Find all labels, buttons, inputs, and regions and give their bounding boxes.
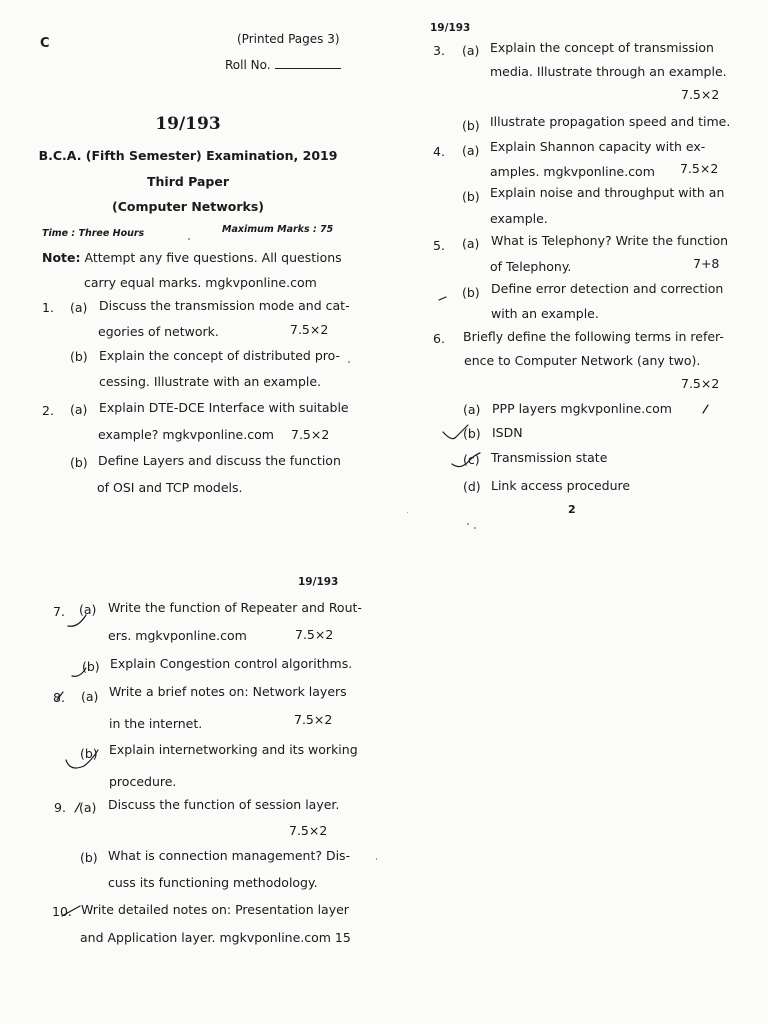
q4a-marks: 7.5×2 [680, 161, 719, 176]
q6c-text: Transmission state [491, 450, 608, 465]
q6b-text: ISDN [492, 425, 523, 440]
q8a-label: (a) [81, 689, 99, 704]
q4-number: 4. [433, 144, 445, 159]
q5a-marks: 7+8 [693, 256, 720, 271]
q6-line-2: ence to Computer Network (any two). [464, 353, 701, 368]
q6d-label: (d) [463, 479, 481, 494]
scan-speck [376, 858, 377, 860]
q6c-label: (c) [463, 452, 480, 467]
q6-number: 6. [433, 331, 445, 346]
q3-number: 3. [433, 43, 445, 58]
scan-speck [407, 512, 408, 513]
tick-mark-q9 [75, 803, 80, 812]
q9a-label: (a) [79, 800, 97, 815]
q3a-line-1: Explain the concept of transmission [490, 40, 714, 55]
q8a-line-2: in the internet. [109, 716, 203, 731]
q5-number: 5. [433, 238, 445, 253]
q2b-line-1: Define Layers and discuss the function [98, 453, 341, 468]
q6d-text: Link access procedure [491, 478, 631, 493]
scan-speck [348, 361, 350, 363]
q7a-marks: 7.5×2 [295, 627, 334, 642]
tick-mark-q6b [443, 425, 468, 439]
q2a-marks: 7.5×2 [291, 427, 330, 442]
q9a-marks: 7.5×2 [289, 823, 328, 838]
q5a-line-2: of Telephony. [490, 259, 572, 274]
q1a-label: (a) [70, 300, 88, 315]
q1b-label: (b) [70, 349, 88, 364]
q8b-label: (b) [80, 746, 98, 761]
subject-title: (Computer Networks) [112, 199, 264, 214]
q7-number: 7. [53, 604, 65, 619]
q6-line-1: Briefly define the following terms in refer- [463, 329, 724, 344]
q4b-label: (b) [462, 189, 480, 204]
q2b-line-2: of OSI and TCP models. [97, 480, 243, 495]
q6a-text: PPP layers mgkvponline.com [492, 401, 672, 416]
q3a-label: (a) [462, 43, 480, 58]
tick-mark-q8b [66, 746, 98, 768]
printed-pages: (Printed Pages 3) [237, 32, 340, 46]
scan-speck [474, 527, 476, 529]
q3b-label: (b) [462, 118, 480, 133]
q4a-line-1: Explain Shannon capacity with ex- [490, 139, 706, 154]
q1-number: 1. [42, 300, 54, 315]
q8b-line-2: procedure. [109, 774, 177, 789]
q3b-line-1: Illustrate propagation speed and time. [490, 114, 731, 129]
tick-mark-q6a [703, 405, 708, 413]
tick-mark-q8 [57, 692, 63, 700]
tick-mark-q7a [68, 615, 86, 626]
tick-mark-q5b [439, 297, 446, 300]
q4a-label: (a) [462, 143, 480, 158]
q1a-line-2: egories of network. [98, 324, 219, 339]
q2-number: 2. [42, 403, 54, 418]
q6-marks: 7.5×2 [681, 376, 720, 391]
q6b-label: (b) [463, 426, 481, 441]
q9-number: 9. [54, 800, 66, 815]
q8-number: 8. [53, 690, 65, 705]
q5b-line-1: Define error detection and correction [491, 281, 724, 296]
q2b-label: (b) [70, 455, 88, 470]
q10-number: 10. [52, 904, 72, 919]
q3a-line-2: media. Illustrate through an example. [490, 64, 727, 79]
q5b-label: (b) [462, 285, 480, 300]
paper-code: 19/193 [155, 114, 221, 134]
q5b-line-2: with an example. [491, 306, 599, 321]
note-line-2: carry equal marks. mgkvponline.com [84, 275, 317, 290]
q7b-line-1: Explain Congestion control algorithms. [110, 656, 353, 671]
page-number: 2 [568, 503, 576, 516]
time-label: Time : Three Hours [42, 228, 145, 239]
tick-mark-q7b [72, 668, 86, 676]
q8a-marks: 7.5×2 [294, 712, 333, 727]
paper-code-2: 19/193 [430, 22, 471, 34]
roll-no-label: Roll No. [225, 58, 271, 72]
q7b-label: (b) [82, 659, 100, 674]
q9b-label: (b) [80, 850, 98, 865]
q8a-line-1: Write a brief notes on: Network layers [109, 684, 347, 699]
q9b-line-1: What is connection management? Dis- [108, 848, 351, 863]
q3a-marks: 7.5×2 [681, 87, 720, 102]
q4b-line-2: example. [490, 211, 548, 226]
scan-speck [188, 238, 190, 240]
q10-line-2: and Application layer. mgkvponline.com 15 [80, 930, 351, 945]
q1a-marks: 7.5×2 [290, 322, 329, 337]
q1b-line-1: Explain the concept of distributed pro- [99, 348, 341, 363]
note-label: Note: [42, 250, 81, 265]
q7a-line-1: Write the function of Repeater and Rout- [108, 600, 362, 615]
q4a-line-2: amples. mgkvponline.com [490, 164, 655, 179]
q6a-label: (a) [463, 402, 481, 417]
corner-mark: C [40, 36, 50, 51]
q2a-line-1: Explain DTE-DCE Interface with suitable [99, 400, 349, 415]
q5a-line-1: What is Telephony? Write the function [491, 233, 729, 248]
q1a-line-1: Discuss the transmission mode and cat- [99, 298, 350, 313]
q4b-line-1: Explain noise and throughput with an [490, 185, 725, 200]
q7a-line-2: ers. mgkvponline.com [108, 628, 247, 643]
tick-mark-q10 [62, 906, 80, 916]
q9b-line-2: cuss its functioning methodology. [108, 875, 318, 890]
q5a-label: (a) [462, 236, 480, 251]
scan-speck [467, 523, 469, 525]
q8b-line-1: Explain internetworking and its working [109, 742, 358, 757]
max-marks: Maximum Marks : 75 [222, 224, 334, 235]
paper-code-3: 19/193 [298, 576, 339, 588]
q1b-line-2: cessing. Illustrate with an example. [99, 374, 322, 389]
q2a-line-2: example? mgkvponline.com [98, 427, 274, 442]
q9a-line-1: Discuss the function of session layer. [108, 797, 340, 812]
paper-number: Third Paper [146, 174, 230, 189]
q10-line-1: Write detailed notes on: Presentation layer [81, 902, 349, 917]
note-line-1: Attempt any five questions. All questions [84, 250, 342, 265]
q7a-label: (a) [79, 602, 97, 617]
tick-mark-q6c [452, 453, 480, 467]
exam-title: B.C.A. (Fifth Semester) Examination, 2019 [38, 148, 338, 163]
q2a-label: (a) [70, 402, 88, 417]
